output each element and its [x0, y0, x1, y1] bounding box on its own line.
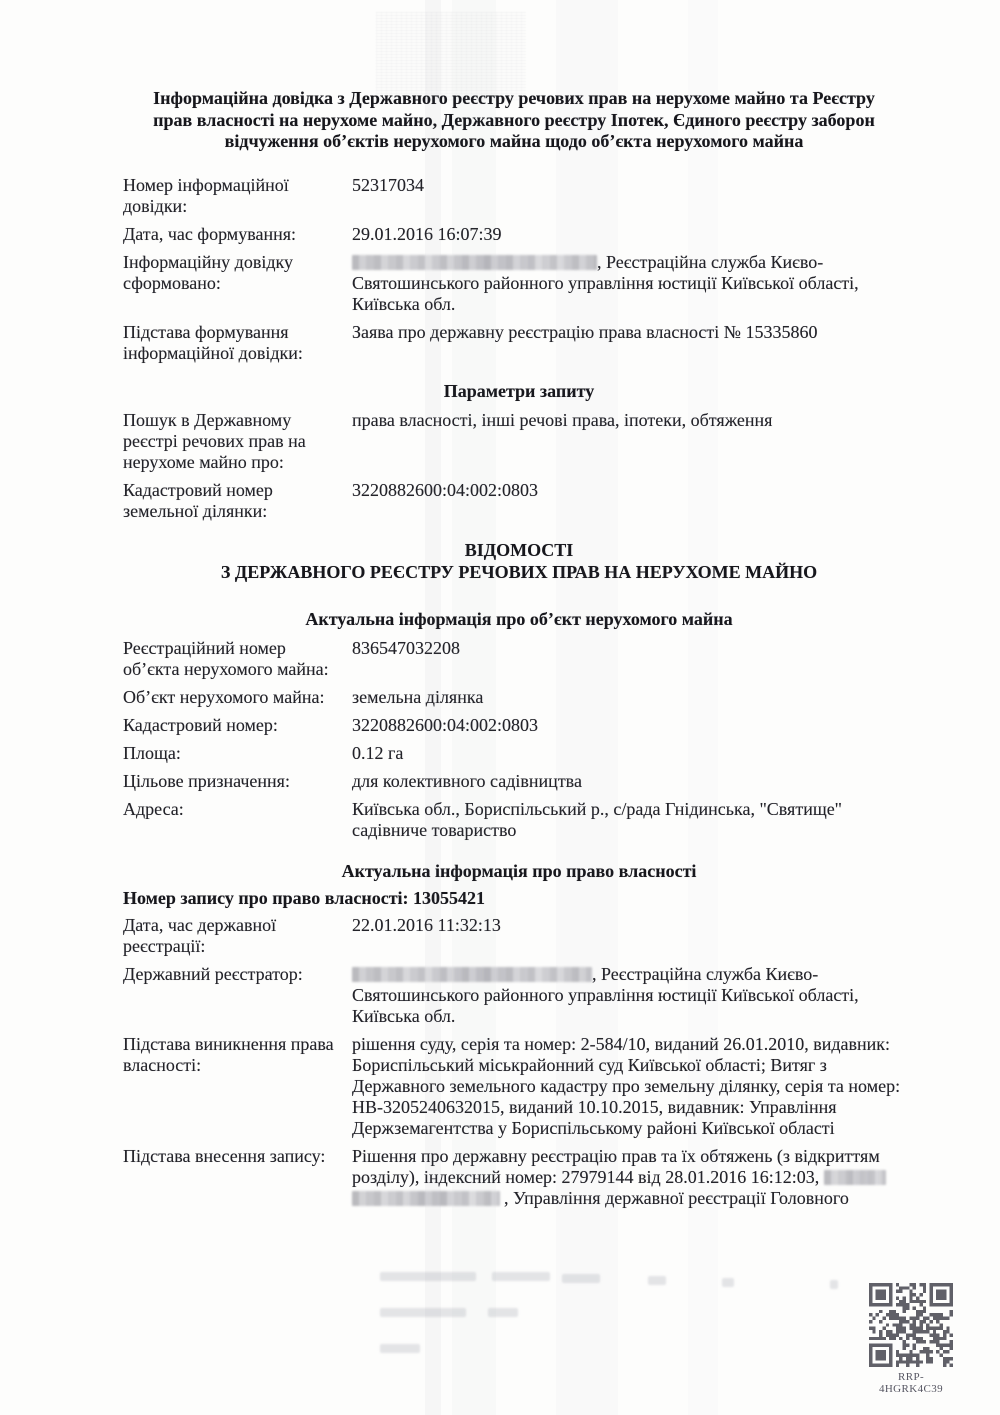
field-value: земельна ділянка	[352, 686, 484, 707]
field-label: Площа:	[123, 742, 181, 763]
document-title	[123, 88, 905, 153]
field-label: Пошук в Державному реєстрі речових прав на нерухоме майно про:	[123, 410, 306, 472]
field-value: рішення суду, серія та номер: 2-584/10, виданий 26.01.2010, видавник: Бориспільський міськрайонний суд Київської області; Витяг з Державного земельного кадастру про земельну ділянку, серія та номер: НВ-3205240632015, виданий 10.10.2015, видавник: Управління Держземагентства у Бориспільському районі Київської області	[352, 1034, 901, 1138]
field-value: 0.12 га	[352, 742, 404, 763]
field-label: Кадастровий номер земельної ділянки:	[123, 480, 273, 521]
field-value: 22.01.2016 11:32:13	[352, 915, 501, 935]
field-value: права власності, інші речові права, іпотеки, обтяження	[352, 410, 773, 430]
scan-ghost-mark	[488, 1308, 518, 1317]
field-label: Дата, час державної реєстрації:	[123, 915, 277, 956]
field-row-state-registrar	[123, 964, 915, 1027]
redacted-text	[352, 967, 592, 982]
scan-ghost-mark	[648, 1276, 666, 1285]
document-title-line: Інформаційна довідка з Державного реєстру речових прав на нерухоме майно та Реєстру	[153, 88, 875, 108]
field-row-record-entry-basis	[123, 1146, 915, 1209]
field-row-cadastral-number	[123, 715, 915, 736]
field-row-registration-number	[123, 638, 915, 680]
field-value: 3220882600:04:002:0803	[352, 714, 539, 735]
field-row-cadastral-number-query	[123, 480, 915, 522]
field-value: 29.01.2016 16:07:39	[352, 223, 502, 244]
field-row-formed-by	[123, 252, 915, 315]
scan-ghost-mark	[380, 1308, 466, 1317]
field-row-area	[123, 743, 915, 764]
redacted-text	[352, 255, 597, 270]
qr-code-label: RRP-4HGRK4C39	[878, 1371, 944, 1395]
field-value-text: , Реєстраційна служба Києво-Святошинського районного управління юстиції Київської області, Київська обл.	[352, 251, 859, 314]
field-row-formation-datetime	[123, 224, 915, 245]
field-label: Адреса:	[123, 798, 184, 819]
field-row-certificate-number	[123, 175, 915, 217]
qr-code	[866, 1283, 956, 1395]
field-value: Заява про державну реєстрацію права власності № 15335860	[352, 321, 818, 342]
field-label: Номер інформаційної довідки:	[123, 174, 289, 216]
field-value: 836547032208	[352, 637, 460, 658]
qr-code-svg	[869, 1283, 953, 1367]
field-row-formation-basis	[123, 322, 915, 364]
field-label: Державний реєстратор:	[123, 964, 303, 984]
field-value: Київська обл., Бориспільський р., с/рада Гнідинська, "Святище" садівниче товариство	[352, 798, 843, 840]
scan-ghost-mark	[722, 1278, 734, 1287]
scan-noise	[376, 12, 526, 100]
field-row-ownership-origin-basis	[123, 1034, 915, 1139]
registry-heading-line: З ДЕРЖАВНОГО РЕЄСТРУ РЕЧОВИХ ПРАВ НА НЕРУХОМЕ МАЙНО	[220, 561, 818, 582]
document-title-line: прав власності на нерухоме майно, Державного реєстру Іпотек, Єдиного реєстру заборон	[153, 109, 875, 130]
redacted-text	[824, 1170, 886, 1185]
field-row-state-registration-datetime	[123, 915, 915, 957]
field-label: Інформаційну довідку сформовано:	[123, 251, 293, 293]
field-value: для колективного садівництва	[352, 770, 582, 791]
field-value	[352, 1146, 915, 1209]
field-label: Підстава виникнення права власності:	[123, 1034, 334, 1075]
scan-ghost-mark	[492, 1272, 550, 1281]
section-heading-object-info: Актуальна інформація про об’єкт нерухомого майна	[305, 609, 733, 629]
field-row-designated-purpose	[123, 771, 915, 792]
scan-ghost-mark	[830, 1280, 838, 1289]
field-value: 3220882600:04:002:0803	[352, 480, 539, 500]
field-value-text: , Реєстраційна служба Києво-Святошинського районного управління юстиції Київської області, Київська обл.	[352, 964, 859, 1026]
scan-ghost-mark	[562, 1274, 600, 1283]
registry-heading-line: ВІДОМОСТІ	[464, 540, 574, 560]
scan-ghost-mark	[380, 1272, 476, 1281]
document-title-line: відчуження об’єктів нерухомого майна щодо об’єкта нерухомого майна	[224, 131, 804, 151]
field-value-text: , Управління державної реєстрації Головного	[504, 1188, 849, 1208]
field-label: Реєстраційний номер об’єкта нерухомого майна:	[123, 637, 329, 679]
ownership-record-number: Номер запису про право власності: 13055421	[123, 888, 486, 908]
field-row-search-scope	[123, 410, 915, 473]
field-label: Підстава внесення запису:	[123, 1146, 326, 1166]
field-label: Цільове призначення:	[123, 770, 290, 791]
field-label: Дата, час формування:	[123, 223, 296, 244]
field-label: Об’єкт нерухомого майна:	[123, 686, 325, 707]
field-row-address	[123, 799, 915, 841]
section-heading-query-params: Параметри запиту	[443, 380, 595, 401]
field-label: Кадастровий номер:	[123, 714, 278, 735]
field-value: 52317034	[352, 174, 424, 195]
field-value	[352, 964, 915, 1027]
document-content	[0, 88, 1000, 1209]
field-value	[352, 252, 915, 315]
redacted-text	[352, 1191, 500, 1206]
section-heading-registry-info	[123, 540, 915, 583]
field-value-text: Рішення про державну реєстрацію прав та їх обтяжень (з відкриттям розділу), індексний номер: 27979144 від 28.01.2016 16:12:03,	[352, 1146, 880, 1187]
section-heading-ownership-info: Актуальна інформація про право власності	[341, 860, 697, 881]
scan-ghost-mark	[380, 1344, 420, 1353]
field-row-object-type	[123, 687, 915, 708]
field-label: Підстава формування інформаційної довідки:	[123, 321, 303, 363]
